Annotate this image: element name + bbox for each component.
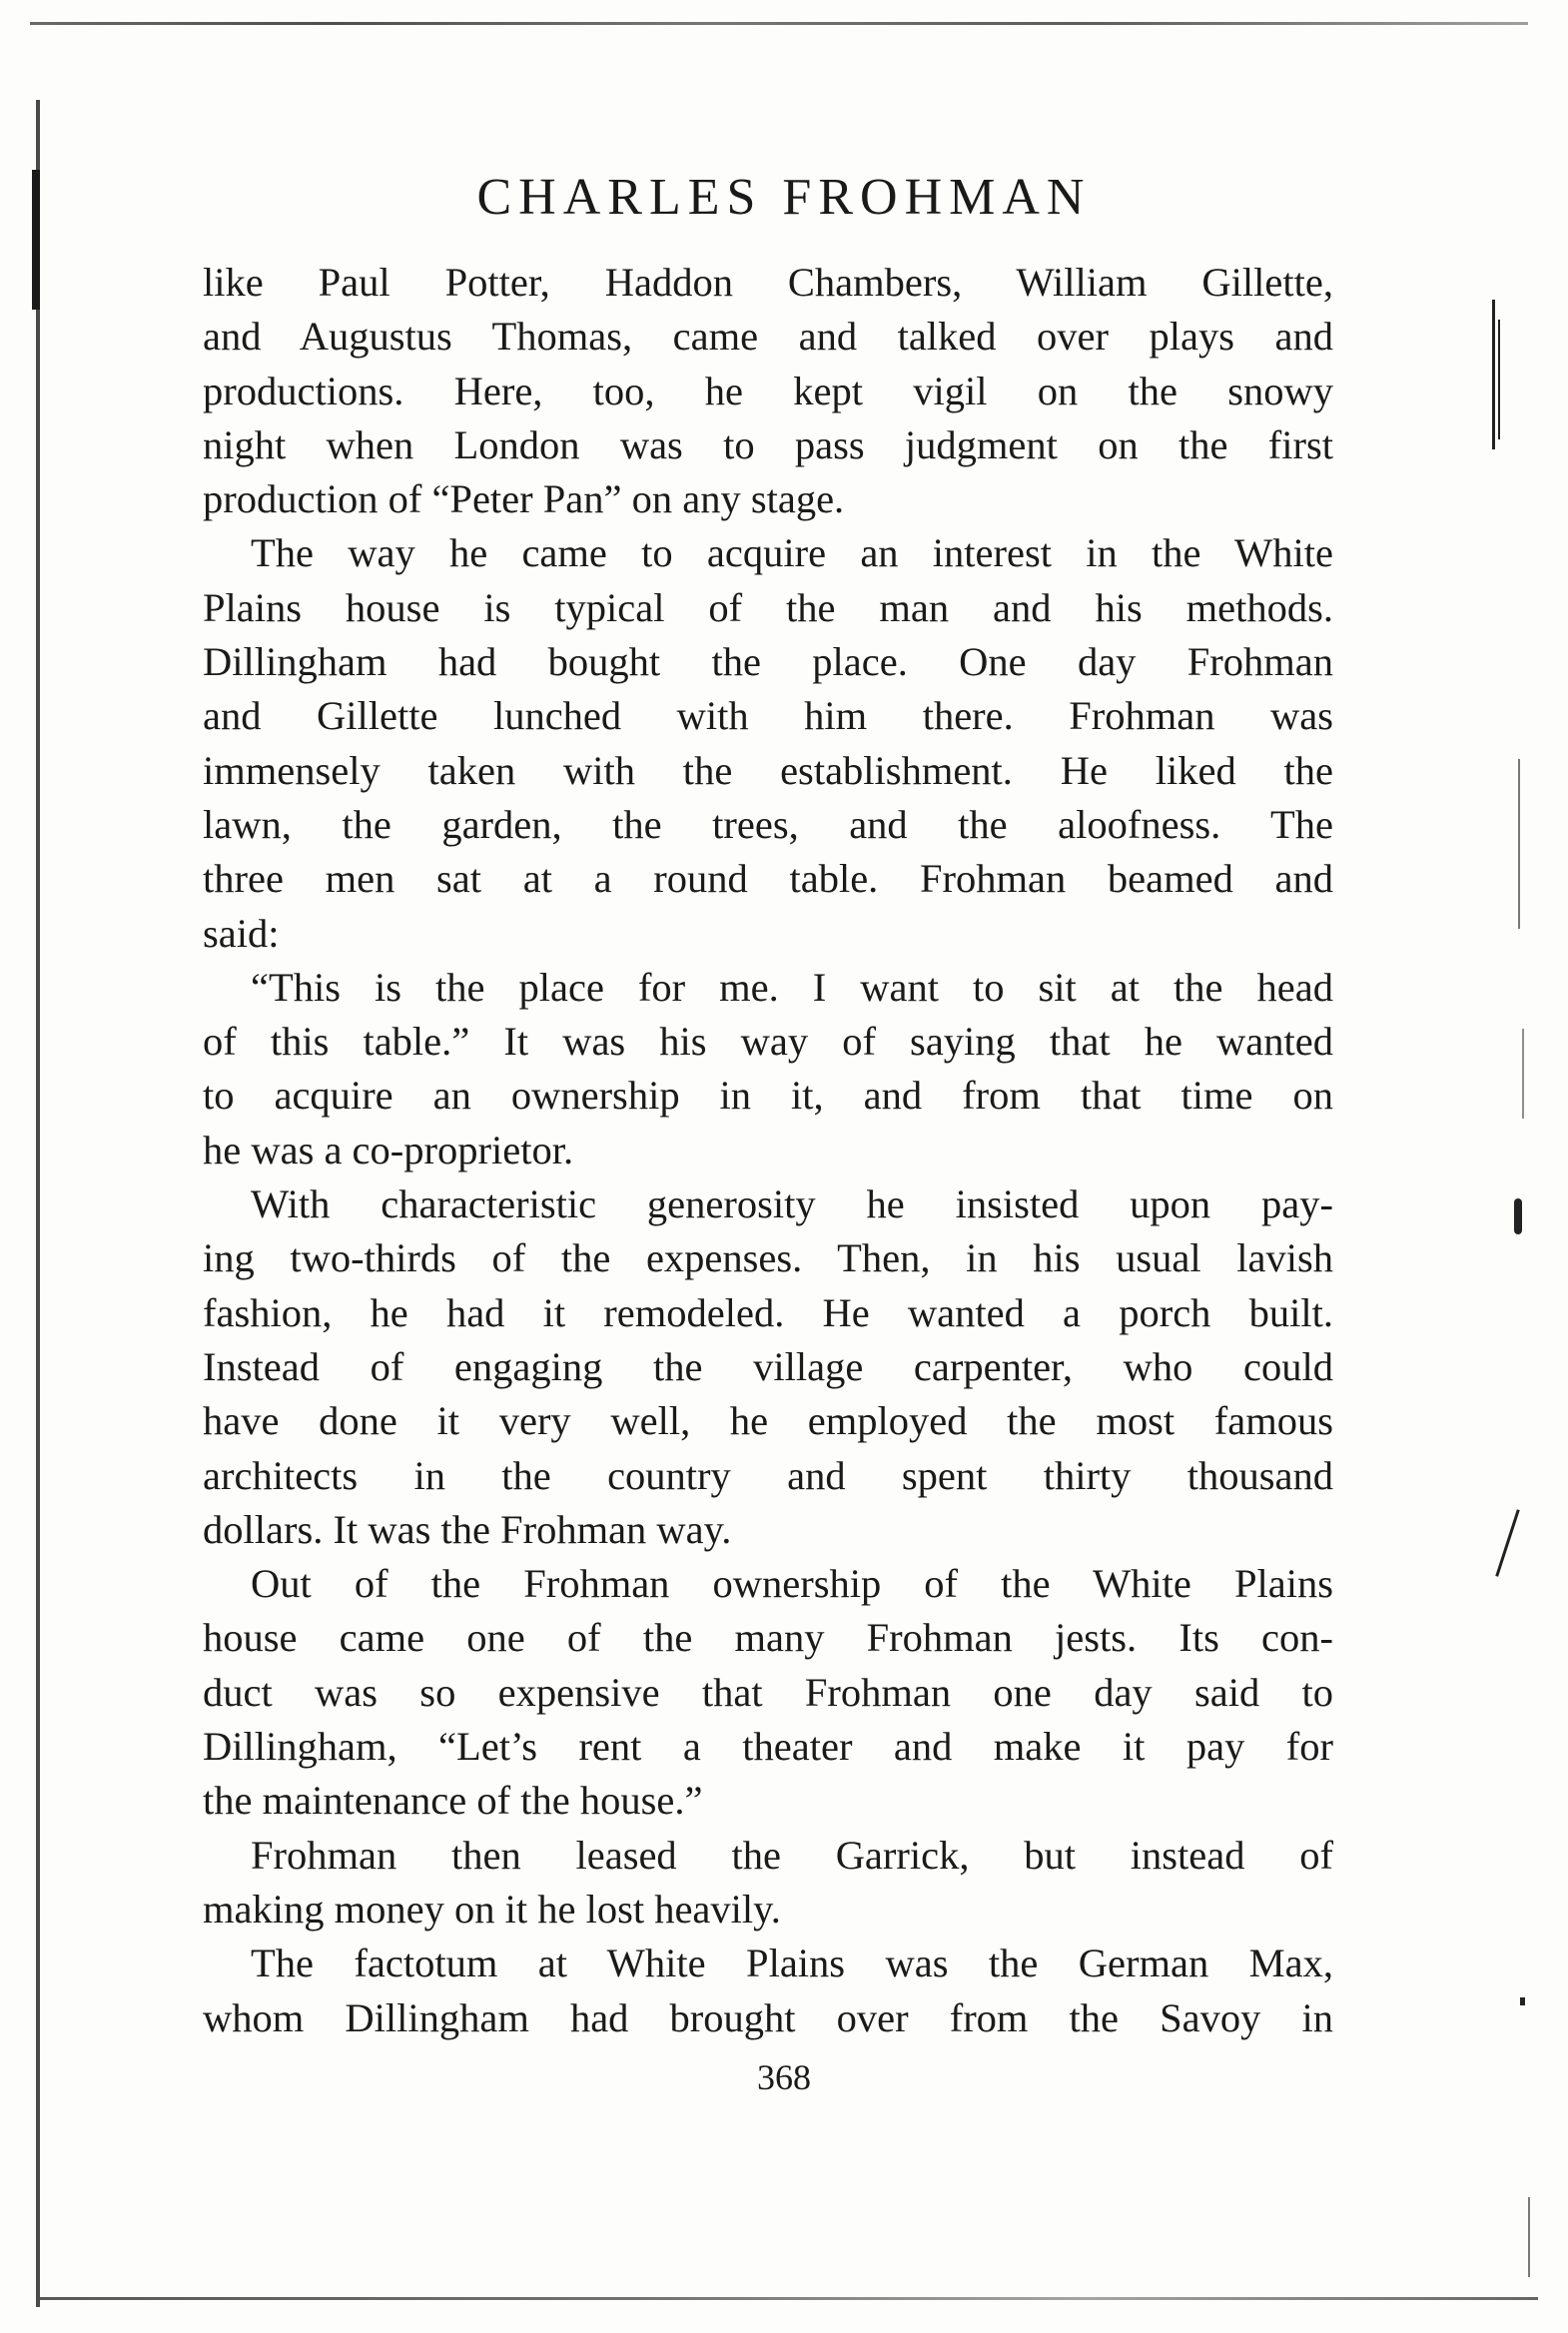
text-line: he was a co-proprietor. <box>203 1127 574 1172</box>
scan-bottom-edge <box>40 2297 1538 2300</box>
scan-speck <box>1528 2197 1530 2277</box>
text-line: duct was so expensive that Frohman one day said to <box>203 1669 1333 1715</box>
paragraph <box>203 256 1333 526</box>
paragraph <box>203 961 1333 1177</box>
text-line: Instead of engaging the village carpenter, who could <box>203 1343 1333 1389</box>
text-line: Dillingham had bought the place. One day Frohman <box>203 639 1333 685</box>
paragraph <box>203 1829 1333 1938</box>
text-line: three men sat at a round table. Frohman beamed and <box>203 856 1333 902</box>
scan-speck <box>1498 320 1500 439</box>
running-head: CHARLES FROHMAN <box>476 169 1092 226</box>
text-line: house came one of the many Frohman jests. Its con- <box>203 1615 1333 1661</box>
text-line: “This is the place for me. I want to sit at the head <box>251 964 1333 1010</box>
text-line: night when London was to pass judgment on the first <box>203 421 1333 467</box>
text-line: With characteristic generosity he insisted upon pay- <box>251 1181 1333 1227</box>
text-line: dollars. It was the Frohman way. <box>203 1506 732 1552</box>
scan-left-edge <box>36 100 40 2307</box>
text-line: The way he came to acquire an interest in the White <box>251 530 1333 576</box>
text-line: Out of the Frohman ownership of the White Plains <box>251 1561 1333 1607</box>
text-line: production of “Peter Pan” on any stage. <box>203 476 845 522</box>
text-line: making money on it he lost heavily. <box>203 1886 781 1932</box>
text-line: of this table.” It was his way of saying that he wanted <box>203 1019 1333 1065</box>
text-line: and Gillette lunched with him there. Frohman was <box>203 693 1333 739</box>
scan-speck <box>1514 1198 1522 1234</box>
text-line: to acquire an ownership in it, and from that time on <box>203 1073 1333 1119</box>
text-line: the maintenance of the house.” <box>203 1778 703 1824</box>
scan-speck <box>1520 1997 1525 2005</box>
scan-speck <box>1522 1029 1524 1119</box>
text-line: The factotum at White Plains was the German Max, <box>251 1941 1333 1986</box>
scan-speck <box>1518 759 1520 929</box>
text-line: Dillingham, “Let’s rent a theater and make it pay for <box>203 1724 1333 1770</box>
text-line: Plains house is typical of the man and his methods. <box>203 584 1333 630</box>
text-line: have done it very well, he employed the most famous <box>203 1398 1333 1444</box>
paragraph <box>203 1177 1333 1557</box>
text-line: like Paul Potter, Haddon Chambers, William Gillette, <box>203 260 1333 305</box>
page-number: 368 <box>757 2057 811 2097</box>
text-line: productions. Here, too, he kept vigil on the snowy <box>203 368 1333 413</box>
scan-speck <box>1492 300 1495 449</box>
text-line: fashion, he had it remodeled. He wanted a porch built. <box>203 1289 1333 1335</box>
text-line: immensely taken with the establishment. He liked the <box>203 747 1333 793</box>
scan-speck <box>1495 1509 1519 1577</box>
text-line: lawn, the garden, the trees, and the aloofness. The <box>203 801 1333 847</box>
text-line: said: <box>203 910 280 956</box>
paragraph <box>203 1557 1333 1828</box>
text-line: architects in the country and spent thirty thousand <box>203 1452 1333 1498</box>
scan-top-edge <box>30 22 1528 25</box>
text-line: whom Dillingham had brought over from the Savoy in <box>203 1994 1333 2040</box>
text-line: Frohman then leased the Garrick, but instead of <box>251 1832 1333 1878</box>
paragraph <box>203 1937 1333 2045</box>
text-line: ing two-thirds of the expenses. Then, in his usual lavish <box>203 1235 1333 1281</box>
paragraph <box>203 526 1333 960</box>
text-line: and Augustus Thomas, came and talked over plays and <box>203 314 1333 360</box>
body-text <box>203 256 1333 2045</box>
